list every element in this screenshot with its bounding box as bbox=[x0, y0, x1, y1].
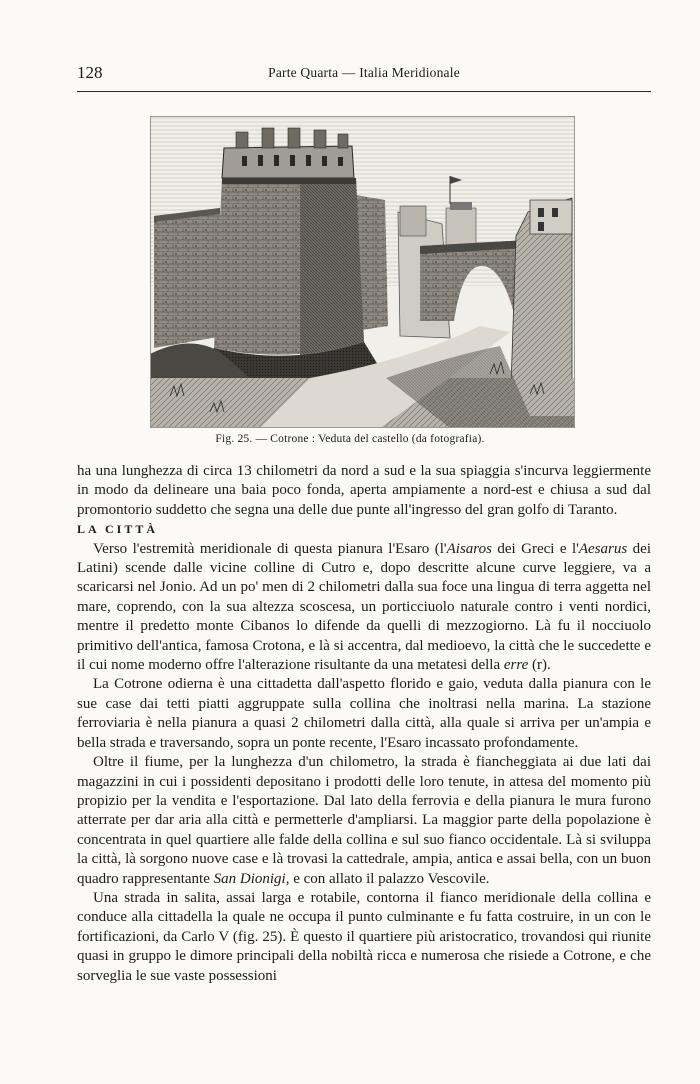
page-number: 128 bbox=[77, 63, 103, 82]
figure-caption: Fig. 25. — Cotrone : Veduta del castello (da fotografia). bbox=[215, 433, 485, 445]
section-heading: LA CITTÀ bbox=[77, 522, 159, 537]
running-head: Parte Quarta — Italia Meridionale bbox=[268, 65, 460, 80]
paragraph: Oltre il fiume, per la lunghezza d'un chilometro, la strada è fiancheggiata ai due lati dai magazzini in cui i possidenti depositano i prodotti delle loro tenute, in attesa del momento più propizio per la vendita e l'esportazione. Dal lato della ferrovia e della pianura le mura furono atterrate per dar aria alla città e permetterle d'ampliarsi. La maggior parte della popolazione è concentrata in quel quartiere alle falde della collina e sul suo fianco occidentale. Là si sviluppa la città, là sorgono nuove case e là trovasi la cattedrale, ampia, antica e assai bella, con un buon quadro rappresentante San Dionigi, e con allato il palazzo Vescovile. bbox=[77, 754, 651, 887]
page-header bbox=[77, 63, 651, 87]
header-rule bbox=[77, 91, 651, 92]
body-text bbox=[77, 462, 651, 986]
castle-engraving bbox=[150, 116, 575, 428]
paragraph: ha una lunghezza di circa 13 chilometri da nord a sud e la sua spiaggia s'incurva leggiermente in modo da delineare una baia poco fonda, aperta ampiamente a nord-est e chiusa a sud dal promontorio suddetto che segna una delle due punte all'ingresso del gran golfo di Taranto. bbox=[77, 463, 651, 518]
paragraph: Una strada in salita, assai larga e rotabile, contorna il fianco meridionale della collina e conduce alla cittadella la quale ne occupa il punto culminante e fu fatta costruire, in un con le fortificazioni, da Carlo V (fig. 25). È questo il quartiere più aristocratico, trovandosi qui riunite quasi in gruppo le dimore principali della nobiltà ricca e numerosa che risiede a Cotrone, e che sorveglia le sue vaste possessioni bbox=[77, 889, 651, 984]
paragraph: La Cotrone odierna è una cittadetta dall'aspetto florido e gaio, veduta dalla pianura con le sue case dai tetti piatti aggruppate sulla collina che inoltrasi nella marina. La stazione ferroviaria è nella pianura a quasi 2 chilometri dalla città, alla quale si arriva per un'ampia e bella strada e traversando, sopra un ponte recente, l'Esaro incassato profondamente. bbox=[77, 676, 651, 751]
paragraph: Verso l'estremità meridionale di questa pianura l'Esaro (l'Aisaros dei Greci e l'Aesarus dei Latini) scende dalle vicine colline di Cutro e, dopo descritte alcune curve leggiere, va a scaricarsi nel Jonio. Ad un po' men di 2 chilometri dalla sua foce una lingua di terra aggetta nel mare, coprendo, con la sua altezza scoscesa, un porticciuolo naturale contro i venti nordici, mentre il predetto monte Cibanos lo difende da quelli di mezzogiorno. Là fu il nocciuolo primitivo dell'antica, famosa Crotona, e là si accentra, dal medioevo, la città che le succedette e il cui nome moderno offre l'alterazione risultante da una metatesi della erre (r). bbox=[77, 540, 651, 674]
